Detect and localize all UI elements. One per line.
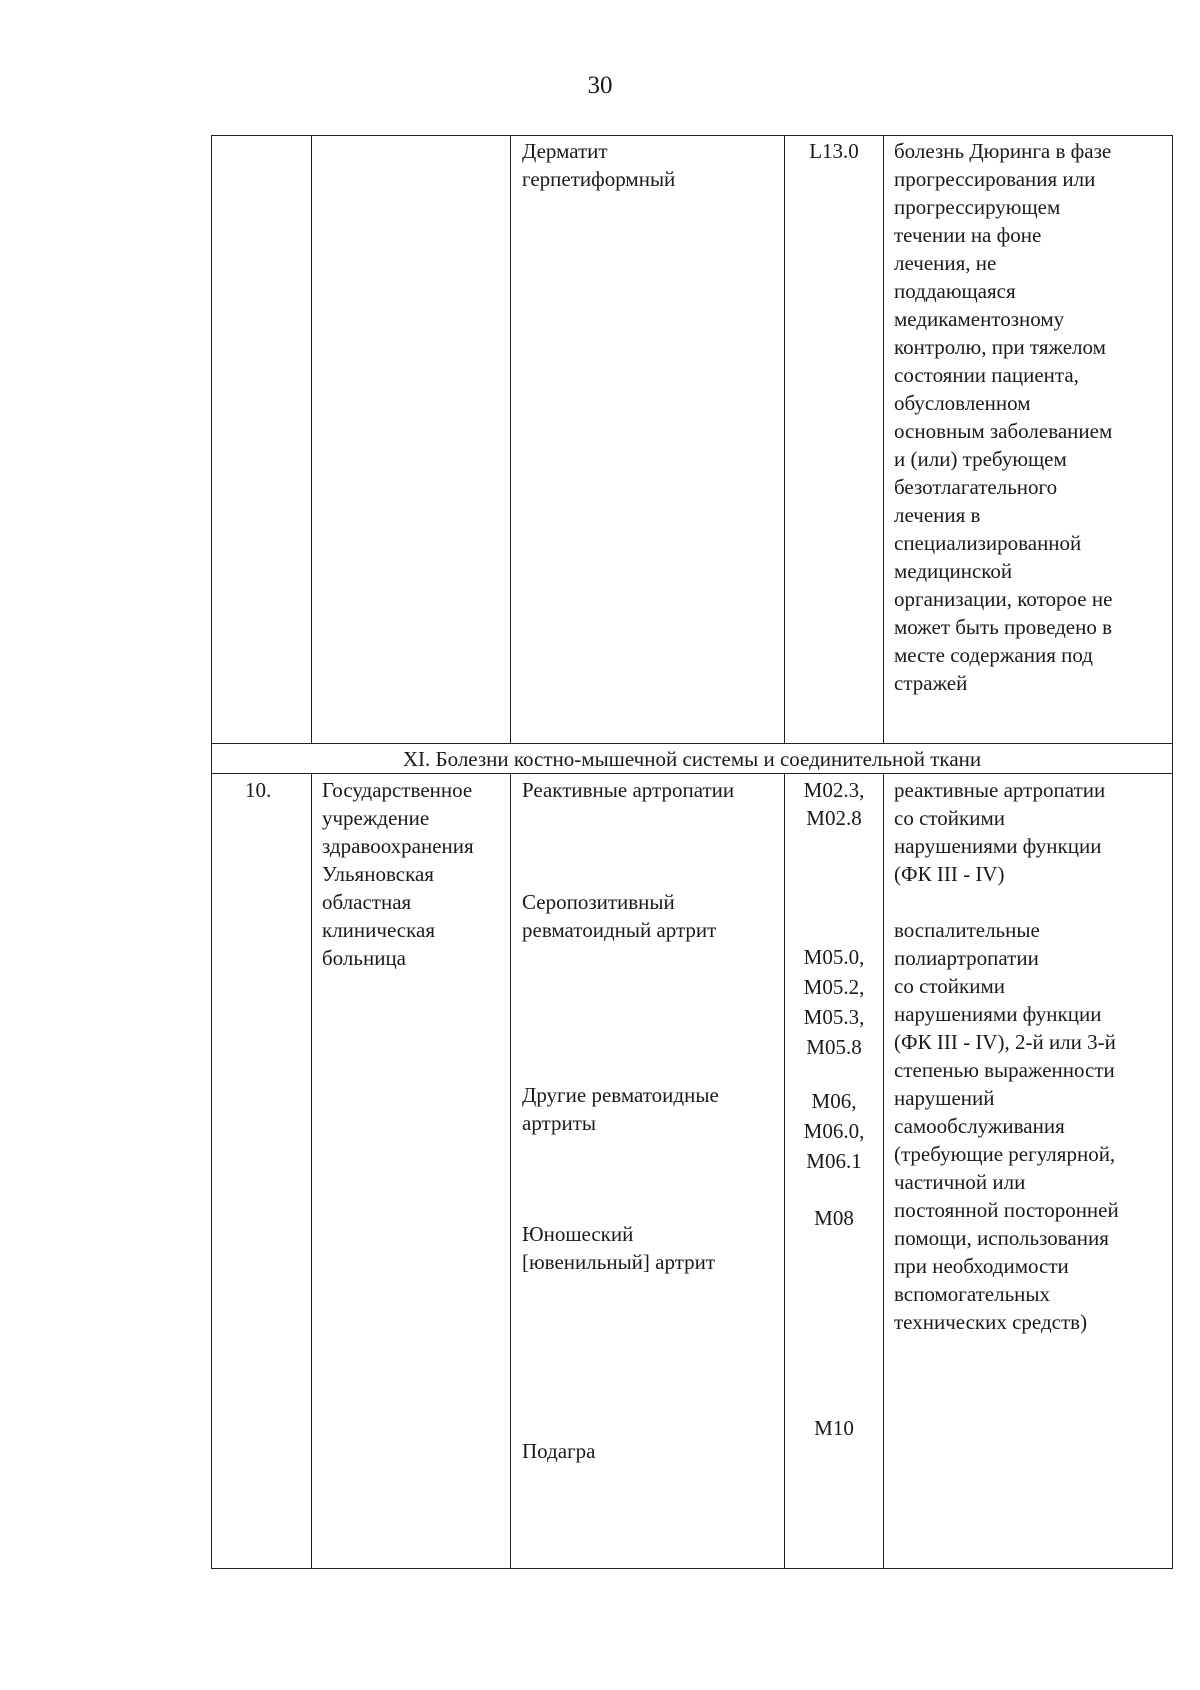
disease-name: Юношеский [ювенильный] артрит xyxy=(522,1222,716,1274)
disease-name: Другие ревматоидные артриты xyxy=(522,1083,719,1135)
criteria-text: реактивные артропатии со стойкими нарушениями функции (ФК III - IV) xyxy=(894,778,1106,886)
section-top-rule xyxy=(211,743,1173,744)
section-title: XI. Болезни костно-мышечной системы и соединительной ткани xyxy=(402,747,982,771)
icd-codes: М10 xyxy=(814,1416,854,1440)
col-divider-3-upper xyxy=(784,135,785,743)
col-divider-4-lower xyxy=(883,773,884,1569)
col-divider-1-lower xyxy=(311,773,312,1569)
col-divider-2-upper xyxy=(510,135,511,743)
criteria-text: воспалительные полиартропатии со стойкими нарушениями функции (ФК III - IV), 2-й или 3-й степенью выраженности нарушений самообслуживания (требующие регулярной, частичной или постоянной посторонней помощи, использования при необходимости вспомогательных технических средств) xyxy=(894,918,1119,1334)
icd-codes: М06, М06.0, М06.1 xyxy=(803,1089,865,1173)
icd-codes: М02.3, М02.8 xyxy=(803,778,865,830)
row-number: 10. xyxy=(245,778,272,802)
page-number: 30 xyxy=(587,72,613,99)
icd-codes: М05.0, М05.2, М05.3, М05.8 xyxy=(803,945,865,1059)
disease-name: Серопозитивный ревматоидный артрит xyxy=(522,890,717,942)
disease-name: Подагра xyxy=(522,1439,596,1463)
col-divider-1-upper xyxy=(311,135,312,743)
col-divider-4-upper xyxy=(883,135,884,743)
col-divider-2-lower xyxy=(510,773,511,1569)
section-bottom-rule xyxy=(211,773,1173,774)
icd-codes: М08 xyxy=(814,1206,854,1230)
disease-name: Дерматит герпетиформный xyxy=(522,139,676,191)
col-divider-3-lower xyxy=(784,773,785,1569)
criteria-text: болезнь Дюринга в фазе прогрессирования или прогрессирующем течении на фоне лечения, не поддающаяся медикаментозному контролю, при тяжелом состоянии пациента, обусловленном основным заболеванием и (или) требующем безотлагательного лечения в специализированной медицинской организации, которое не может быть проведено в месте содержания под стражей xyxy=(894,139,1113,695)
disease-name: Реактивные артропатии xyxy=(522,778,735,802)
institution-name: Государственное учреждение здравоохранения Ульяновская областная клиническая больница xyxy=(322,778,474,970)
icd-code: L13.0 xyxy=(809,139,859,163)
